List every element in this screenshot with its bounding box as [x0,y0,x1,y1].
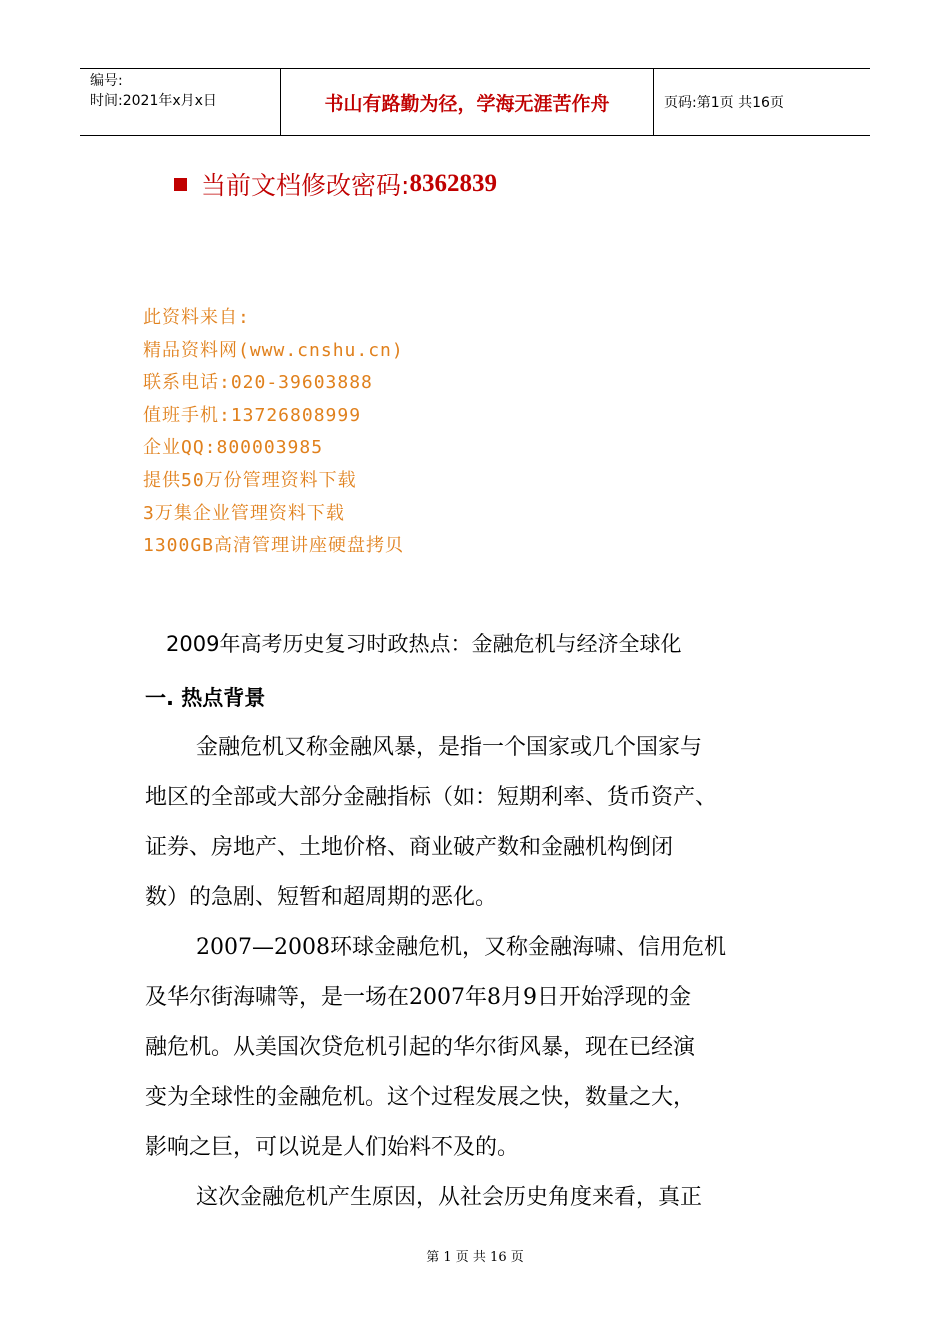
password-notice [174,166,497,202]
source-line: 此资料来自: [143,307,250,328]
source-line: 提供50万份管理资料下载 [143,469,357,491]
password-code: 8362839 [409,170,497,197]
paragraph-line: 融危机。从美国次贷危机引起的华尔街风暴，现在已经演 [145,1035,696,1060]
paragraph-line: 2007—2008环球金融危机，又称金融海啸、信用危机 [196,935,726,960]
header-time-label: 时间:2021年x月x日 [90,93,217,109]
source-line: 值班手机:13726808999 [143,404,362,426]
header-page-info: 页码:第1页 共16页 [664,95,784,111]
document-header-table [80,68,870,136]
source-info-block [143,302,404,563]
source-line: 企业QQ:800003985 [143,437,324,459]
source-line: 3万集企业管理资料下载 [143,502,345,524]
header-number-label: 编号: [90,73,123,89]
paragraph-line: 数）的急剧、短暂和超周期的恶化。 [145,885,498,910]
page-footer: 第 1 页 共 16 页 [426,1250,524,1265]
paragraph-line: 变为全球性的金融危机。这个过程发展之快，数量之大， [145,1085,696,1110]
article-title: 2009年高考历史复习时政热点：金融危机与经济全球化 [166,632,682,656]
paragraph-line: 及华尔街海啸等，是一场在2007年8月9日开始浮现的金 [145,985,691,1010]
source-line: 联系电话:020-39603888 [143,372,373,394]
header-meta-cell [80,69,281,135]
source-line: 1300GB高清管理讲座硬盘拷贝 [143,535,405,557]
paragraph-line: 金融危机又称金融风暴，是指一个国家或几个国家与 [196,735,703,760]
paragraph-line: 地区的全部或大部分金融指标（如：短期利率、货币资产、 [145,785,718,810]
source-site-link[interactable]: 精品资料网(www.cnshu.cn) [143,339,404,361]
paragraph-line: 这次金融危机产生原因，从社会历史角度来看，真正 [196,1185,703,1210]
paragraph-line: 证券、房地产、土地价格、商业破产数和金融机构倒闭 [145,835,674,860]
red-square-icon [174,178,187,191]
password-label: 当前文档修改密码: [201,171,410,200]
section-heading: 一. 热点背景 [145,686,266,710]
paragraph-line: 影响之巨，可以说是人们始料不及的。 [145,1135,520,1160]
header-motto: 书山有路勤为径，学海无涯苦作舟 [281,69,654,135]
